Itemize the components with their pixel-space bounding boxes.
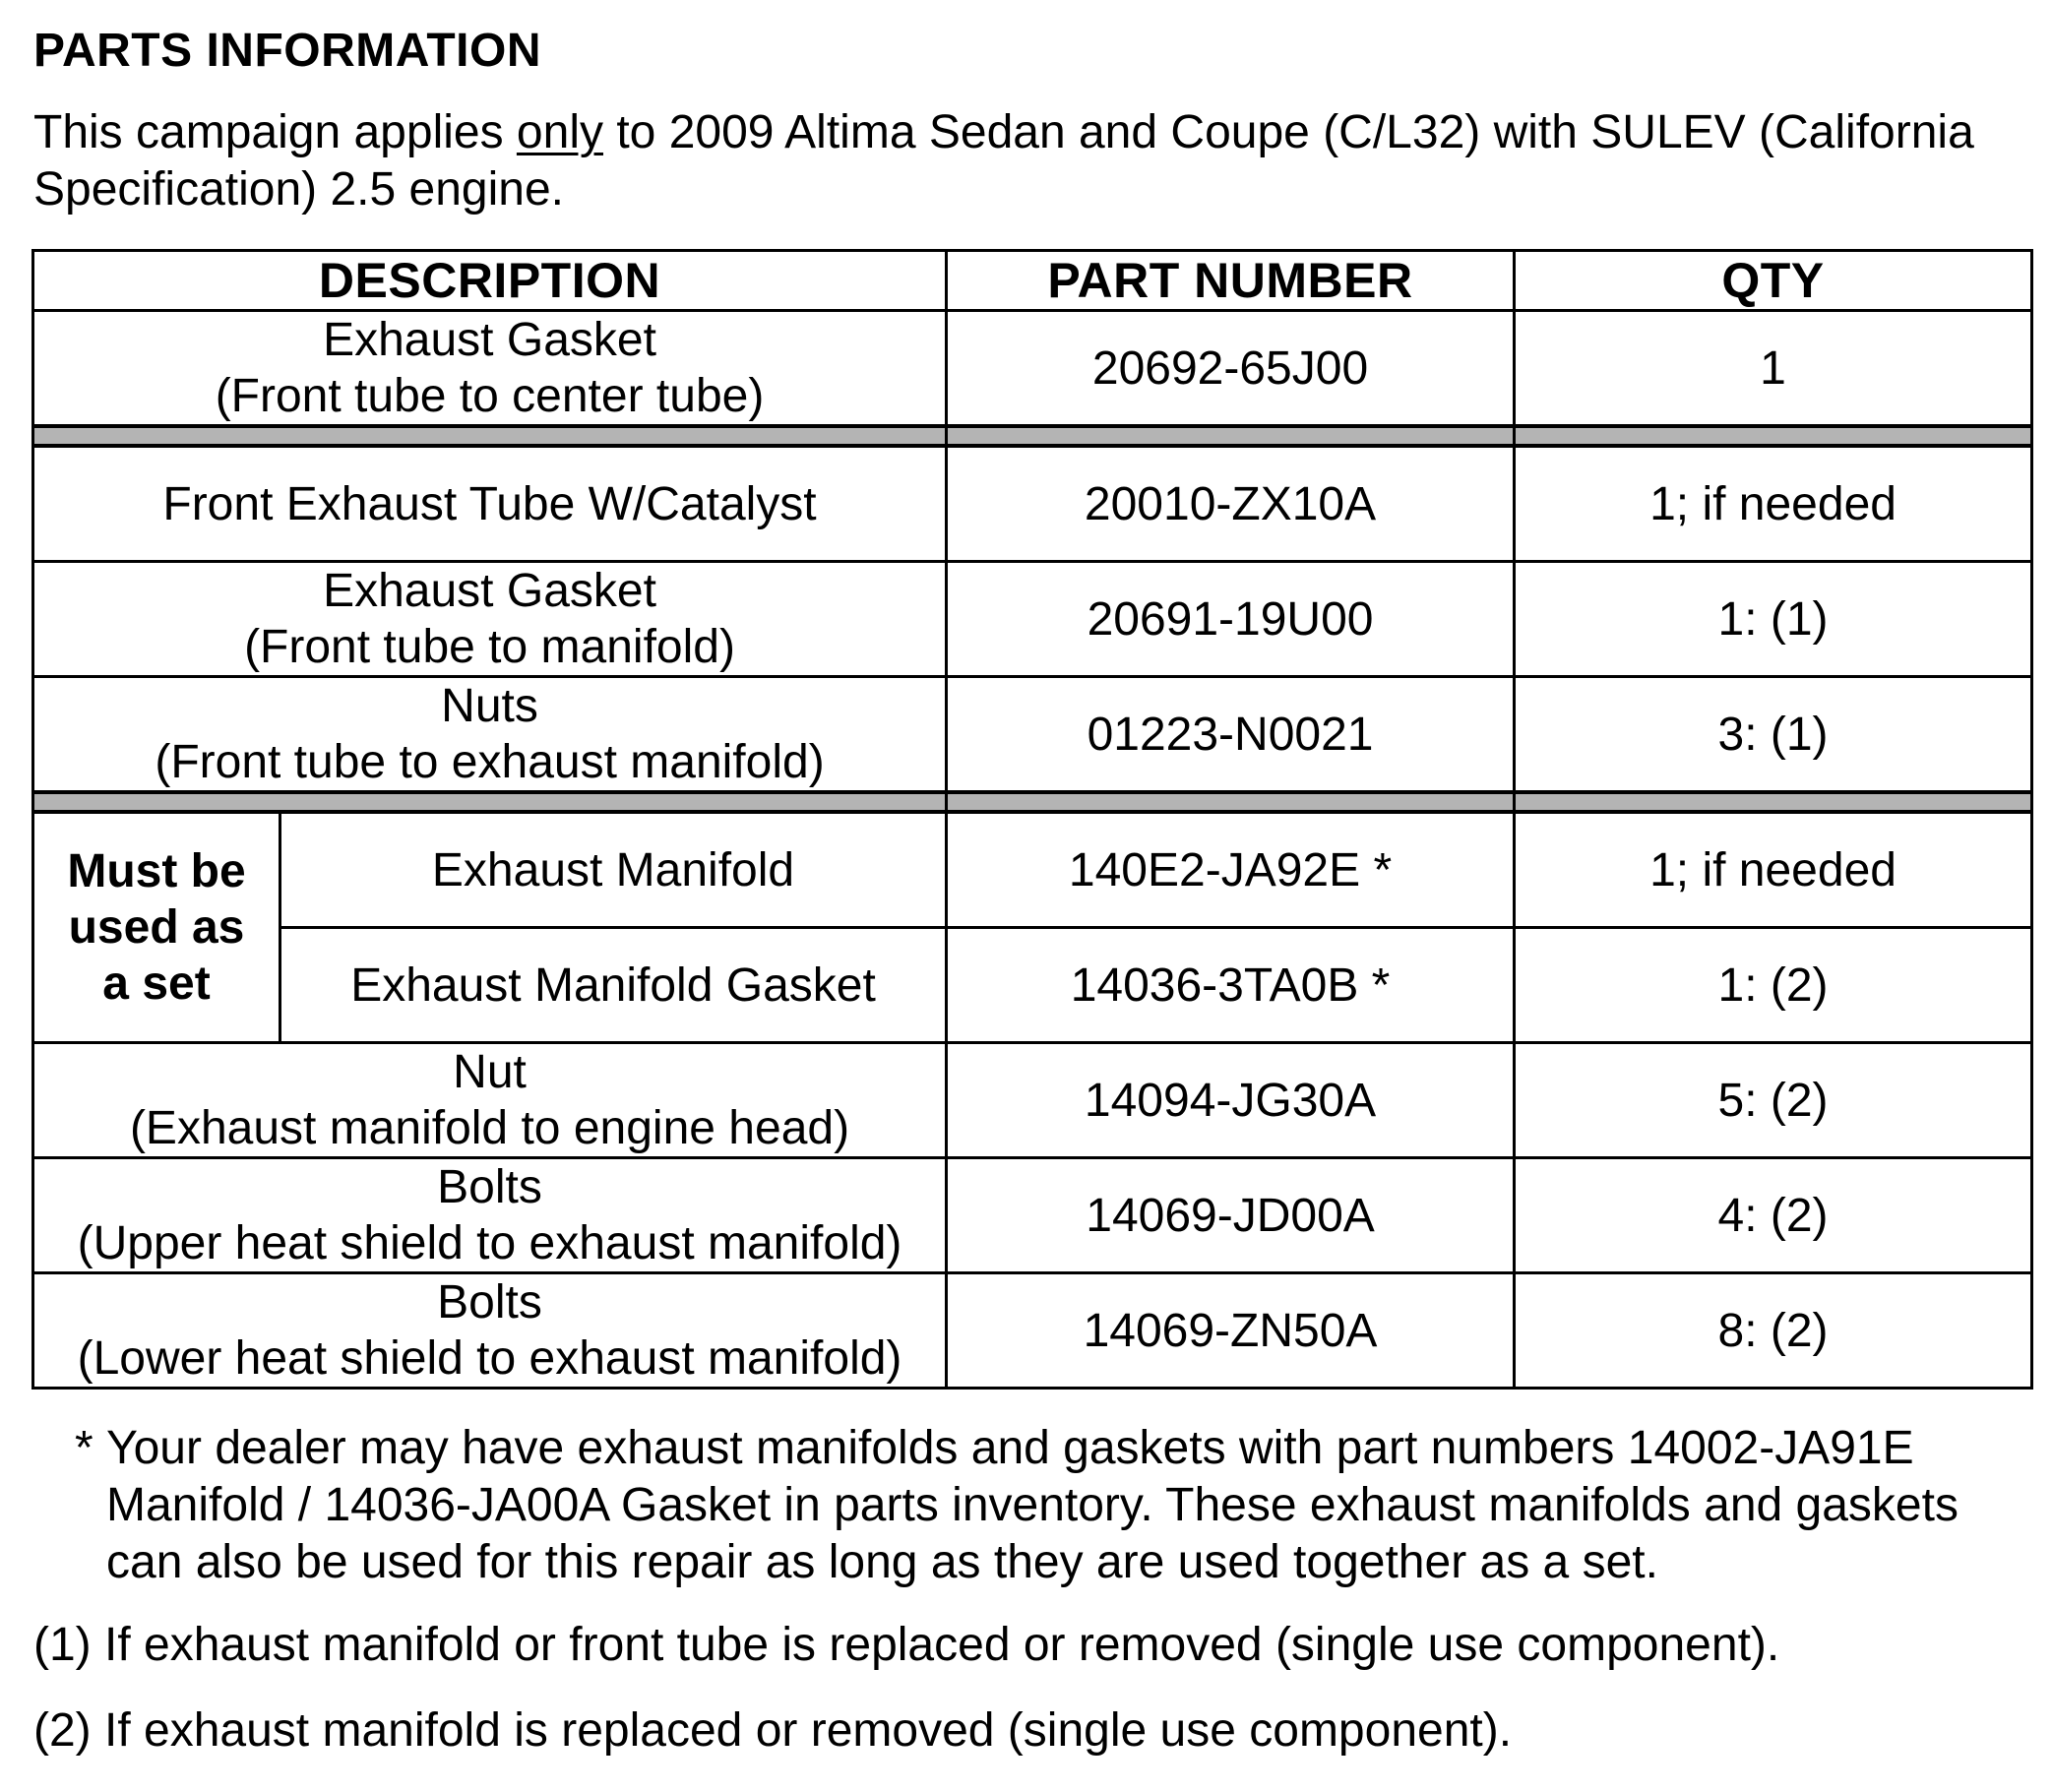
description-line: Front Exhaust Tube W/Catalyst	[162, 477, 817, 530]
table-header-row	[33, 251, 2032, 311]
set-label-line: used as	[68, 901, 245, 954]
qty-cell: 1; if needed	[1515, 446, 2032, 562]
description-line: Bolts	[437, 1276, 542, 1329]
separator-cell	[1515, 426, 2032, 446]
description-detail: (Front tube to center tube)	[215, 370, 765, 422]
footnote-1: (1) If exhaust manifold or front tube is replaced or removed (single use component).	[33, 1619, 1780, 1671]
asterisk-marker: *	[75, 1422, 93, 1474]
part-number-cell: 14094-JG30A	[947, 1043, 1515, 1158]
asterisk-note-text: Your dealer may have exhaust manifolds and gaskets with part numbers 14002-JA91E Manifold / 14036-JA00A Gasket in parts inventory. These exhaust manifolds and gaskets can also be used for this repair as long as they are used together as a set.	[106, 1422, 1959, 1588]
table-row	[33, 562, 2032, 677]
set-label-cell	[33, 812, 280, 1043]
table-row	[33, 677, 2032, 793]
description-cell	[33, 311, 947, 427]
part-number-cell: 20691-19U00	[947, 562, 1515, 677]
table-row	[33, 1043, 2032, 1158]
description-cell: Exhaust Manifold Gasket	[280, 928, 947, 1043]
separator-cell	[1515, 792, 2032, 812]
separator-cell	[33, 426, 947, 446]
description-cell	[33, 677, 947, 793]
description-detail: (Exhaust manifold to engine head)	[129, 1102, 850, 1154]
table-row	[33, 1273, 2032, 1389]
description-cell	[33, 1158, 947, 1273]
footnote-2: (2) If exhaust manifold is replaced or removed (single use component).	[33, 1704, 1513, 1757]
intro-text-before: This campaign applies	[33, 106, 517, 158]
group-separator	[33, 792, 2032, 812]
table-row	[33, 812, 2032, 928]
qty-cell: 4: (2)	[1515, 1158, 2032, 1273]
separator-cell	[33, 792, 947, 812]
table-row	[33, 311, 2032, 427]
part-number-cell: 14069-JD00A	[947, 1158, 1515, 1273]
qty-cell: 1; if needed	[1515, 812, 2032, 928]
asterisk-note	[75, 1420, 2033, 1591]
part-number-cell: 20010-ZX10A	[947, 446, 1515, 562]
description-detail: (Upper heat shield to exhaust manifold)	[77, 1217, 902, 1269]
qty-cell: 5: (2)	[1515, 1043, 2032, 1158]
intro-paragraph	[33, 104, 1992, 218]
description-line: Nuts	[441, 680, 538, 732]
page-title: PARTS INFORMATION	[33, 25, 542, 77]
part-number-cell: 20692-65J00	[947, 311, 1515, 427]
description-cell	[33, 562, 947, 677]
header-part-number: PART NUMBER	[947, 251, 1515, 311]
set-label-line: a set	[102, 958, 211, 1010]
description-line: Nut	[453, 1046, 527, 1098]
parts-table	[31, 249, 2033, 1390]
description-detail: (Front tube to manifold)	[244, 621, 735, 673]
qty-cell: 8: (2)	[1515, 1273, 2032, 1389]
table-row	[33, 1158, 2032, 1273]
separator-cell	[947, 792, 1515, 812]
set-label-line: Must be	[67, 845, 246, 897]
part-number-cell: 140E2-JA92E *	[947, 812, 1515, 928]
table-row	[33, 446, 2032, 562]
group-separator	[33, 426, 2032, 446]
description-detail: (Lower heat shield to exhaust manifold)	[77, 1332, 902, 1385]
description-cell	[33, 1273, 947, 1389]
description-cell	[33, 446, 947, 562]
separator-cell	[947, 426, 1515, 446]
intro-text-after: to 2009 Altima Sedan and Coupe (C/L32) with SULEV (California Specification) 2.5 engine.	[33, 106, 1974, 216]
description-line: Exhaust Gasket	[323, 314, 656, 366]
part-number-cell: 01223-N0021	[947, 677, 1515, 793]
header-qty: QTY	[1515, 251, 2032, 311]
part-number-cell: 14069-ZN50A	[947, 1273, 1515, 1389]
description-detail: (Front tube to exhaust manifold)	[155, 736, 825, 788]
description-cell: Exhaust Manifold	[280, 812, 947, 928]
intro-text-underlined: only	[516, 106, 603, 158]
qty-cell: 1: (1)	[1515, 562, 2032, 677]
part-number-cell: 14036-3TA0B *	[947, 928, 1515, 1043]
description-line: Bolts	[437, 1161, 542, 1213]
description-cell	[33, 1043, 947, 1158]
description-line: Exhaust Gasket	[323, 565, 656, 617]
qty-cell: 1: (2)	[1515, 928, 2032, 1043]
table-row	[33, 928, 2032, 1043]
qty-cell: 1	[1515, 311, 2032, 427]
header-description: DESCRIPTION	[33, 251, 947, 311]
qty-cell: 3: (1)	[1515, 677, 2032, 793]
